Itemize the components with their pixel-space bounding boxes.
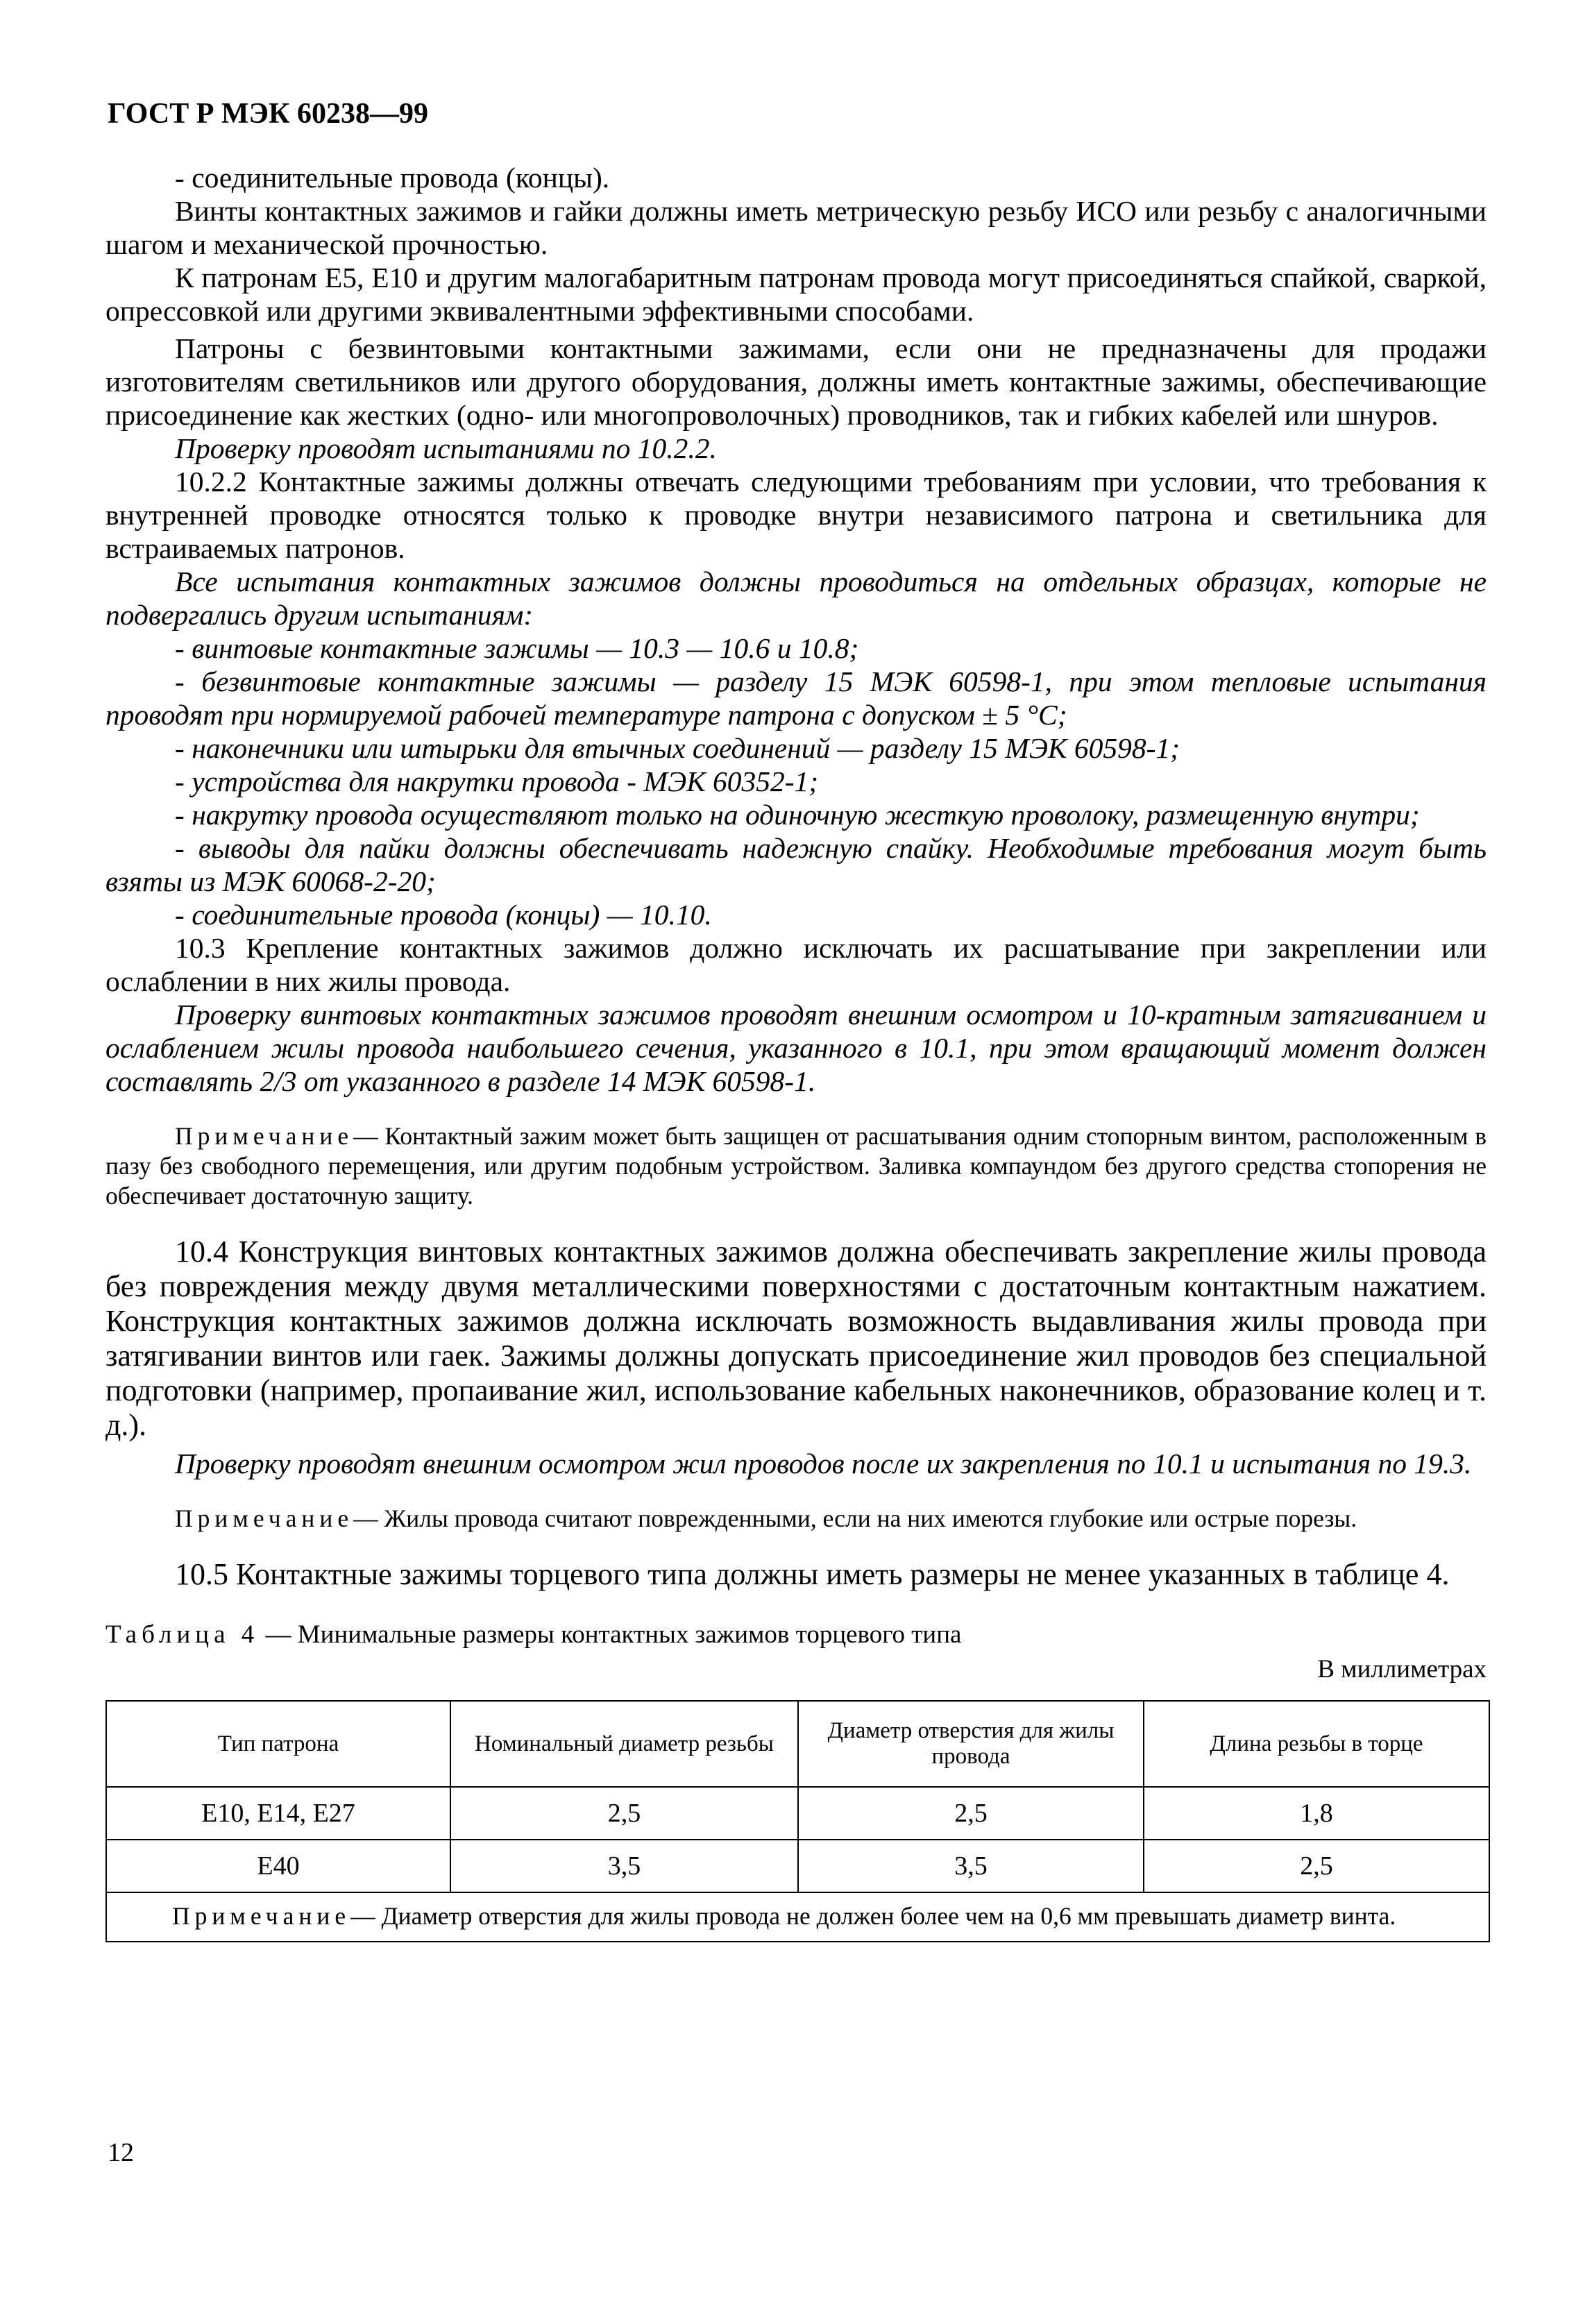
table-cell: Е10, Е14, Е27	[106, 1787, 450, 1840]
note-label: Примечание	[172, 1902, 351, 1930]
table-caption	[105, 1620, 1487, 1650]
note	[105, 1121, 1487, 1211]
paragraph: Все испытания контактных зажимов должны проводиться на отдельных образцах, которые не подвергались другим испытаниям:	[105, 566, 1487, 631]
data-table	[105, 1700, 1490, 1942]
list-item: - накрутку провода осуществляют только на одиночную жесткую проволоку, размещенную внутри;	[175, 799, 1420, 831]
paragraph: Проверку винтовых контактных зажимов проводят внешним осмотром и 10-кратным затягиванием и ослаблением жилы провода наибольшего сечения, указанного в 10.1, при этом вращающий момент должен составлять 2/3 от указанного в разделе 14 МЭК 60598-1.	[105, 999, 1487, 1097]
table-cell: 3,5	[798, 1840, 1144, 1892]
table-cell: 1,8	[1144, 1787, 1489, 1840]
table-note-row	[106, 1892, 1489, 1942]
paragraph: 10.3 Крепление контактных зажимов должно исключать их расшатывание при закреплении или ослаблении в них жилы провода.	[105, 932, 1487, 997]
table-caption-label: Таблица 4	[105, 1620, 260, 1649]
note-label: Примечание	[175, 1122, 354, 1150]
table-cell: 2,5	[450, 1787, 798, 1840]
list-item: - выводы для пайки должны обеспечивать надежную спайку. Необходимые требования могут быть взяты из МЭК 60068-2-20;	[105, 832, 1487, 897]
note-text: — Диаметр отверстия для жилы провода не должен более чем на 0,6 мм превышать диаметр винта.	[350, 1902, 1396, 1930]
note-text: — Контактный зажим может быть защищен от расшатывания одним стопорным винтом, расположенным в пазу без свободного перемещения, или другим подобным устройством. Заливка компаундом без другого средства стопорения не обеспечивает достаточную защиту.	[105, 1122, 1487, 1210]
note	[105, 1504, 1487, 1534]
paragraph: Проверку проводят внешним осмотром жил проводов после их закрепления по 10.1 и испытания по 19.3.	[175, 1448, 1472, 1479]
column-header: Тип патрона	[106, 1701, 450, 1787]
paragraph: - соединительные провода (концы).	[175, 162, 610, 194]
table-cell: 2,5	[798, 1787, 1144, 1840]
paragraph: К патронам Е5, Е10 и другим малогабаритным патронам провода могут присоединяться спайкой, сваркой, опрессовкой или другими эквивалентными эффективными способами.	[105, 262, 1487, 327]
column-header: Номинальный диаметр резьбы	[450, 1701, 798, 1787]
list-item: - безвинтовые контактные зажимы — разделу 15 МЭК 60598-1, при этом тепловые испытания проводят при нормируемой рабочей температуре патрона с допуском ± 5 °С;	[105, 665, 1487, 731]
column-header: Длина резьбы в торце	[1144, 1701, 1489, 1787]
paragraph: Патроны с безвинтовыми контактными зажимами, если они не предназначены для продажи изготовителям светильников или другого оборудования, должны иметь контактные зажимы, обеспечивающие присоединение как жестких (одно- или многопроволочных) проводников, так и гибких кабелей или шнуров.	[105, 332, 1487, 431]
column-header: Диаметр отверстия для жилы провода	[798, 1701, 1144, 1787]
table-caption-text: — Минимальные размеры контактных зажимов торцевого типа	[265, 1620, 962, 1649]
table-row	[106, 1787, 1489, 1840]
note-label: Примечание	[175, 1504, 354, 1532]
page-body	[105, 161, 1487, 1942]
page-number: 12	[108, 2138, 134, 2167]
paragraph: 10.2.2 Контактные зажимы должны отвечать следующими требованиям при условии, что требования к внутренней проводке относятся только к проводке внутри независимого патрона и светильника для встраиваемых патронов.	[105, 466, 1487, 564]
table-cell: 3,5	[450, 1840, 798, 1892]
list-item: - соединительные провода (концы) — 10.10.	[175, 899, 712, 931]
paragraph: 10.4 Конструкция винтовых контактных зажимов должна обеспечивать закрепление жилы провода без повреждения между двумя металлическими поверхностями с достаточным контактным нажатием. Конструкция контактных зажимов должна исключать возможность выдавливания жилы провода при затягивании винтов или гаек. Зажимы должны допускать присоединение жил проводов без специальной подготовки (например, пропаивание жил, использование кабельных наконечников, образование колец и т. д.).	[105, 1235, 1487, 1442]
list-item: - наконечники или штырьки для втычных соединений — разделу 15 МЭК 60598-1;	[175, 732, 1180, 764]
note-text: — Жилы провода считают поврежденными, если на них имеются глубокие или острые порезы.	[353, 1504, 1357, 1532]
table-cell: 2,5	[1144, 1840, 1489, 1892]
table-cell: Е40	[106, 1840, 450, 1892]
table-row	[106, 1840, 1489, 1892]
paragraph: 10.5 Контактные зажимы торцевого типа должны иметь размеры не менее указанных в таблице 4.	[175, 1557, 1450, 1591]
list-item: - винтовые контактные зажимы — 10.3 — 10.6 и 10.8;	[175, 632, 859, 664]
table-unit: В миллиметрах	[1317, 1655, 1487, 1683]
table-note	[106, 1892, 1489, 1942]
list-item: - устройства для накрутки провода - МЭК 60352-1;	[175, 765, 819, 797]
paragraph: Проверку проводят испытаниями по 10.2.2.	[175, 432, 717, 464]
paragraph: Винты контактных зажимов и гайки должны иметь метрическую резьбу ИСО или резьбу с аналогичными шагом и механической прочностью.	[105, 195, 1487, 260]
table-header-row	[106, 1701, 1489, 1787]
page-header: ГОСТ Р МЭК 60238—99	[108, 98, 428, 130]
